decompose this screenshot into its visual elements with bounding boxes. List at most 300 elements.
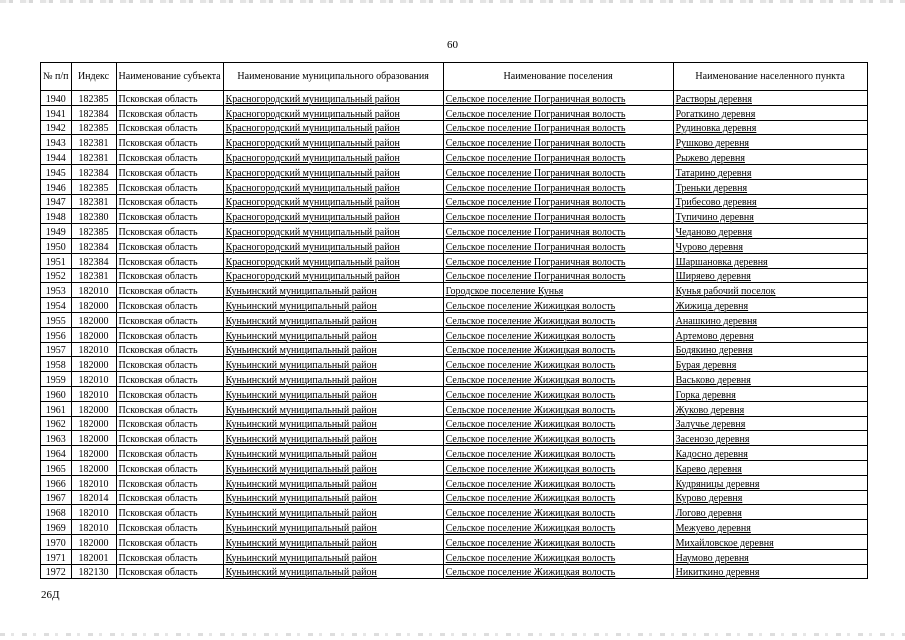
table-row (41, 91, 868, 106)
cell-place-text: Треньки деревня (675, 182, 748, 194)
cell-index-text: 182010 (78, 345, 109, 357)
cell-region (116, 460, 223, 475)
cell-place (673, 238, 867, 253)
cell-settlement-text: Сельское поселение Жижицкая волость (445, 389, 616, 401)
cell-num (41, 91, 72, 106)
cell-index-text: 182130 (78, 567, 109, 579)
cell-index (71, 520, 116, 535)
cell-region-text: Псковская область (118, 537, 198, 549)
cell-num (41, 534, 72, 549)
cell-num-text: 1958 (45, 360, 66, 372)
cell-index-text: 182384 (78, 108, 109, 120)
cell-region-text: Псковская область (118, 93, 198, 105)
cell-settlement (443, 386, 673, 401)
cell-municipality (223, 386, 443, 401)
cell-municipality (223, 253, 443, 268)
cell-settlement-text: Сельское поселение Жижицкая волость (445, 419, 616, 431)
cell-municipality (223, 120, 443, 135)
cell-place (673, 460, 867, 475)
cell-index-text: 182384 (78, 167, 109, 179)
cell-place-text: Анашкино деревня (675, 315, 758, 327)
cell-num-text: 1962 (45, 419, 66, 431)
cell-num-text: 1969 (45, 522, 66, 534)
cell-place (673, 401, 867, 416)
cell-index (71, 490, 116, 505)
cell-index (71, 268, 116, 283)
cell-index-text: 182000 (78, 537, 109, 549)
scan-edge-top (0, 0, 905, 3)
cell-place (673, 283, 867, 298)
cell-region (116, 357, 223, 372)
header-region: Наименование субъекта (116, 63, 223, 91)
cell-municipality (223, 224, 443, 239)
cell-settlement (443, 91, 673, 106)
cell-settlement-text: Сельское поселение Пограничная волость (445, 167, 626, 179)
cell-municipality (223, 105, 443, 120)
cell-index (71, 505, 116, 520)
cell-place-text: Залучье деревня (675, 419, 746, 431)
cell-index (71, 564, 116, 579)
cell-place-text: Засенозо деревня (675, 434, 750, 446)
cell-municipality-text: Куньинский муниципальный район (225, 360, 377, 372)
cell-index-text: 182010 (78, 522, 109, 534)
cell-region (116, 312, 223, 327)
cell-municipality-text: Красногородский муниципальный район (225, 241, 400, 253)
cell-region (116, 475, 223, 490)
cell-num-text: 1961 (45, 404, 66, 416)
cell-index (71, 446, 116, 461)
cell-settlement (443, 298, 673, 313)
cell-num-text: 1964 (45, 448, 66, 460)
cell-settlement (443, 253, 673, 268)
cell-num-text: 1950 (45, 241, 66, 253)
cell-place (673, 490, 867, 505)
cell-num-text: 1946 (45, 182, 66, 194)
cell-place-text: Кудряницы деревня (675, 478, 760, 490)
cell-region-text: Псковская область (118, 419, 198, 431)
cell-region-text: Псковская область (118, 389, 198, 401)
cell-municipality-text: Куньинский муниципальный район (225, 567, 377, 579)
cell-place-text: Шаршановка деревня (675, 256, 768, 268)
cell-place (673, 431, 867, 446)
cell-municipality-text: Куньинский муниципальный район (225, 522, 377, 534)
table-row (41, 298, 868, 313)
cell-municipality (223, 298, 443, 313)
table-row (41, 312, 868, 327)
cell-municipality (223, 135, 443, 150)
cell-settlement-text: Сельское поселение Жижицкая волость (445, 463, 616, 475)
cell-index-text: 182000 (78, 315, 109, 327)
cell-place-text: Горка деревня (675, 389, 736, 401)
cell-place (673, 549, 867, 564)
cell-num-text: 1952 (45, 271, 66, 283)
cell-municipality (223, 460, 443, 475)
table-row (41, 194, 868, 209)
cell-region-text: Псковская область (118, 256, 198, 268)
cell-num (41, 475, 72, 490)
table-row (41, 564, 868, 579)
cell-settlement-text: Сельское поселение Пограничная волость (445, 182, 626, 194)
cell-region-text: Псковская область (118, 300, 198, 312)
cell-region (116, 416, 223, 431)
cell-settlement (443, 564, 673, 579)
table-row (41, 150, 868, 165)
cell-settlement (443, 446, 673, 461)
cell-index (71, 135, 116, 150)
cell-index (71, 150, 116, 165)
cell-region-text: Псковская область (118, 197, 198, 209)
cell-settlement-text: Сельское поселение Пограничная волость (445, 108, 626, 120)
cell-place (673, 164, 867, 179)
table-row (41, 505, 868, 520)
cell-settlement (443, 312, 673, 327)
cell-municipality (223, 268, 443, 283)
cell-municipality (223, 401, 443, 416)
cell-settlement (443, 120, 673, 135)
cell-num (41, 120, 72, 135)
cell-num (41, 401, 72, 416)
cell-place-text: Бодякино деревня (675, 345, 753, 357)
cell-settlement (443, 431, 673, 446)
cell-settlement (443, 505, 673, 520)
cell-settlement-text: Сельское поселение Пограничная волость (445, 152, 626, 164)
cell-municipality (223, 209, 443, 224)
cell-settlement-text: Сельское поселение Жижицкая волость (445, 360, 616, 372)
cell-municipality-text: Куньинский муниципальный район (225, 300, 377, 312)
cell-num (41, 238, 72, 253)
cell-municipality-text: Куньинский муниципальный район (225, 493, 377, 505)
cell-region-text: Псковская область (118, 404, 198, 416)
cell-region-text: Псковская область (118, 567, 198, 579)
cell-num-text: 1972 (45, 567, 66, 579)
cell-num (41, 298, 72, 313)
table-row (41, 372, 868, 387)
header-settlement: Наименование поселения (443, 63, 673, 91)
cell-num (41, 520, 72, 535)
cell-num-text: 1943 (45, 138, 66, 150)
cell-municipality (223, 91, 443, 106)
cell-num-text: 1955 (45, 315, 66, 327)
cell-region (116, 209, 223, 224)
cell-region-text: Псковская область (118, 522, 198, 534)
cell-municipality (223, 416, 443, 431)
table-row (41, 327, 868, 342)
cell-num (41, 150, 72, 165)
cell-num (41, 283, 72, 298)
cell-region (116, 534, 223, 549)
table-row (41, 179, 868, 194)
cell-municipality (223, 534, 443, 549)
cell-num-text: 1959 (45, 374, 66, 386)
cell-index-text: 182384 (78, 241, 109, 253)
cell-place-text: Ширяево деревня (675, 271, 751, 283)
cell-place (673, 120, 867, 135)
settlements-table (40, 62, 868, 579)
cell-place-text: Кунья рабочий поселок (675, 286, 776, 298)
scan-edge-bottom (0, 633, 905, 636)
cell-index (71, 372, 116, 387)
cell-settlement-text: Сельское поселение Жижицкая волость (445, 508, 616, 520)
cell-settlement-text: Сельское поселение Пограничная волость (445, 138, 626, 150)
cell-region (116, 150, 223, 165)
cell-index (71, 460, 116, 475)
cell-index (71, 105, 116, 120)
cell-place (673, 342, 867, 357)
cell-index (71, 357, 116, 372)
cell-municipality-text: Куньинский муниципальный район (225, 286, 377, 298)
cell-municipality-text: Куньинский муниципальный район (225, 508, 377, 520)
cell-num (41, 253, 72, 268)
cell-index-text: 182380 (78, 212, 109, 224)
cell-municipality (223, 446, 443, 461)
table-row (41, 490, 868, 505)
cell-region-text: Псковская область (118, 434, 198, 446)
cell-num-text: 1942 (45, 123, 66, 135)
cell-place (673, 268, 867, 283)
cell-municipality (223, 194, 443, 209)
table-row (41, 534, 868, 549)
cell-region-text: Псковская область (118, 271, 198, 283)
cell-municipality-text: Куньинский муниципальный район (225, 404, 377, 416)
cell-place (673, 179, 867, 194)
cell-settlement-text: Сельское поселение Пограничная волость (445, 123, 626, 135)
cell-place (673, 520, 867, 535)
cell-municipality-text: Красногородский муниципальный район (225, 226, 400, 238)
cell-region-text: Псковская область (118, 152, 198, 164)
cell-num (41, 209, 72, 224)
cell-settlement (443, 460, 673, 475)
cell-index (71, 91, 116, 106)
cell-place (673, 194, 867, 209)
cell-region (116, 505, 223, 520)
cell-place (673, 224, 867, 239)
cell-index-text: 182000 (78, 434, 109, 446)
cell-num-text: 1949 (45, 226, 66, 238)
cell-num (41, 312, 72, 327)
cell-place (673, 253, 867, 268)
table-row (41, 224, 868, 239)
cell-region-text: Псковская область (118, 374, 198, 386)
cell-settlement-text: Сельское поселение Жижицкая волость (445, 330, 616, 342)
cell-place (673, 105, 867, 120)
cell-municipality (223, 179, 443, 194)
cell-municipality-text: Красногородский муниципальный район (225, 182, 400, 194)
cell-index-text: 182014 (78, 493, 109, 505)
table-row (41, 120, 868, 135)
cell-settlement (443, 238, 673, 253)
cell-municipality-text: Куньинский муниципальный район (225, 374, 377, 386)
cell-settlement-text: Сельское поселение Жижицкая волость (445, 345, 616, 357)
table-row (41, 386, 868, 401)
cell-num-text: 1960 (45, 389, 66, 401)
cell-municipality-text: Куньинский муниципальный район (225, 330, 377, 342)
cell-place-text: Рудиновка деревня (675, 123, 757, 135)
cell-index (71, 298, 116, 313)
cell-index (71, 416, 116, 431)
cell-place-text: Трибесово деревня (675, 197, 757, 209)
cell-municipality-text: Красногородский муниципальный район (225, 197, 400, 209)
cell-settlement-text: Сельское поселение Жижицкая волость (445, 522, 616, 534)
cell-place-text: Кадосно деревня (675, 448, 748, 460)
cell-num-text: 1957 (45, 345, 66, 357)
cell-place-text: Карево деревня (675, 463, 742, 475)
cell-place-text: Жуково деревня (675, 404, 745, 416)
cell-settlement-text: Городское поселение Кунья (445, 286, 564, 298)
header-place: Наименование населенного пункта (673, 63, 867, 91)
cell-place (673, 475, 867, 490)
cell-region-text: Псковская область (118, 315, 198, 327)
table-row (41, 283, 868, 298)
cell-index-text: 182000 (78, 448, 109, 460)
cell-index-text: 182001 (78, 552, 109, 564)
cell-place (673, 135, 867, 150)
cell-region-text: Псковская область (118, 552, 198, 564)
cell-settlement (443, 209, 673, 224)
cell-settlement (443, 490, 673, 505)
cell-region (116, 520, 223, 535)
cell-region-text: Псковская область (118, 241, 198, 253)
cell-num (41, 224, 72, 239)
cell-index-text: 182000 (78, 300, 109, 312)
table-row (41, 164, 868, 179)
cell-municipality (223, 357, 443, 372)
cell-region-text: Псковская область (118, 360, 198, 372)
cell-num (41, 105, 72, 120)
cell-municipality (223, 312, 443, 327)
cell-settlement-text: Сельское поселение Пограничная волость (445, 256, 626, 268)
table-row (41, 209, 868, 224)
cell-num (41, 416, 72, 431)
cell-municipality-text: Куньинский муниципальный район (225, 478, 377, 490)
cell-municipality-text: Красногородский муниципальный район (225, 212, 400, 224)
cell-municipality (223, 283, 443, 298)
cell-index-text: 182385 (78, 226, 109, 238)
cell-index-text: 182010 (78, 508, 109, 520)
cell-region (116, 564, 223, 579)
cell-num-text: 1968 (45, 508, 66, 520)
cell-municipality-text: Красногородский муниципальный район (225, 138, 400, 150)
cell-index (71, 283, 116, 298)
cell-index (71, 342, 116, 357)
cell-settlement (443, 105, 673, 120)
cell-num-text: 1951 (45, 256, 66, 268)
header-index: Индекс (71, 63, 116, 91)
cell-place-text: Чеданово деревня (675, 226, 753, 238)
table-row (41, 357, 868, 372)
cell-index-text: 182381 (78, 197, 109, 209)
cell-municipality-text: Красногородский муниципальный район (225, 108, 400, 120)
cell-place (673, 91, 867, 106)
cell-num (41, 164, 72, 179)
cell-place (673, 327, 867, 342)
table-row (41, 253, 868, 268)
cell-municipality-text: Куньинский муниципальный район (225, 463, 377, 475)
cell-municipality (223, 238, 443, 253)
cell-num-text: 1944 (45, 152, 66, 164)
table-row (41, 431, 868, 446)
footer-code: 26Д (41, 589, 60, 601)
cell-num-text: 1966 (45, 478, 66, 490)
cell-region (116, 401, 223, 416)
cell-settlement (443, 179, 673, 194)
table-body (41, 91, 868, 579)
cell-municipality-text: Куньинский муниципальный район (225, 389, 377, 401)
cell-num-text: 1940 (45, 93, 66, 105)
table-row (41, 416, 868, 431)
cell-region-text: Псковская область (118, 508, 198, 520)
cell-index-text: 182385 (78, 123, 109, 135)
cell-index-text: 182000 (78, 330, 109, 342)
cell-index (71, 327, 116, 342)
cell-num-text: 1953 (45, 286, 66, 298)
cell-municipality (223, 150, 443, 165)
cell-num (41, 194, 72, 209)
cell-place-text: Михайловское деревня (675, 537, 774, 549)
cell-num-text: 1954 (45, 300, 66, 312)
header-num: № п/п (41, 63, 72, 91)
cell-settlement (443, 372, 673, 387)
cell-municipality-text: Куньинский муниципальный район (225, 419, 377, 431)
table-row (41, 135, 868, 150)
cell-region-text: Псковская область (118, 463, 198, 475)
cell-place-text: Растворы деревня (675, 93, 752, 105)
cell-region (116, 179, 223, 194)
table-row (41, 520, 868, 535)
cell-index-text: 182010 (78, 286, 109, 298)
cell-place-text: Курово деревня (675, 493, 743, 505)
cell-num-text: 1970 (45, 537, 66, 549)
cell-place-text: Артемово деревня (675, 330, 754, 342)
cell-place (673, 446, 867, 461)
cell-num-text: 1948 (45, 212, 66, 224)
cell-municipality (223, 490, 443, 505)
cell-place (673, 505, 867, 520)
cell-settlement-text: Сельское поселение Жижицкая волость (445, 300, 616, 312)
cell-region (116, 372, 223, 387)
cell-place-text: Логово деревня (675, 508, 742, 520)
cell-place-text: Бурая деревня (675, 360, 737, 372)
cell-municipality-text: Красногородский муниципальный район (225, 123, 400, 135)
cell-num (41, 386, 72, 401)
cell-region-text: Псковская область (118, 448, 198, 460)
cell-municipality (223, 520, 443, 535)
cell-num (41, 179, 72, 194)
cell-num-text: 1967 (45, 493, 66, 505)
cell-municipality (223, 564, 443, 579)
cell-num (41, 372, 72, 387)
cell-municipality-text: Куньинский муниципальный район (225, 315, 377, 327)
cell-place-text: Наумово деревня (675, 552, 749, 564)
page-number: 60 (447, 39, 458, 51)
cell-num (41, 268, 72, 283)
cell-num-text: 1963 (45, 434, 66, 446)
cell-municipality (223, 342, 443, 357)
cell-place-text: Межуево деревня (675, 522, 751, 534)
cell-settlement (443, 357, 673, 372)
cell-settlement-text: Сельское поселение Жижицкая волость (445, 567, 616, 579)
cell-region-text: Псковская область (118, 138, 198, 150)
cell-place-text: Чурово деревня (675, 241, 743, 253)
cell-municipality-text: Красногородский муниципальный район (225, 256, 400, 268)
cell-municipality (223, 431, 443, 446)
cell-municipality-text: Куньинский муниципальный район (225, 537, 377, 549)
table-row (41, 238, 868, 253)
cell-settlement-text: Сельское поселение Жижицкая волость (445, 552, 616, 564)
table-row (41, 401, 868, 416)
cell-index (71, 224, 116, 239)
cell-municipality-text: Куньинский муниципальный район (225, 552, 377, 564)
cell-region (116, 283, 223, 298)
